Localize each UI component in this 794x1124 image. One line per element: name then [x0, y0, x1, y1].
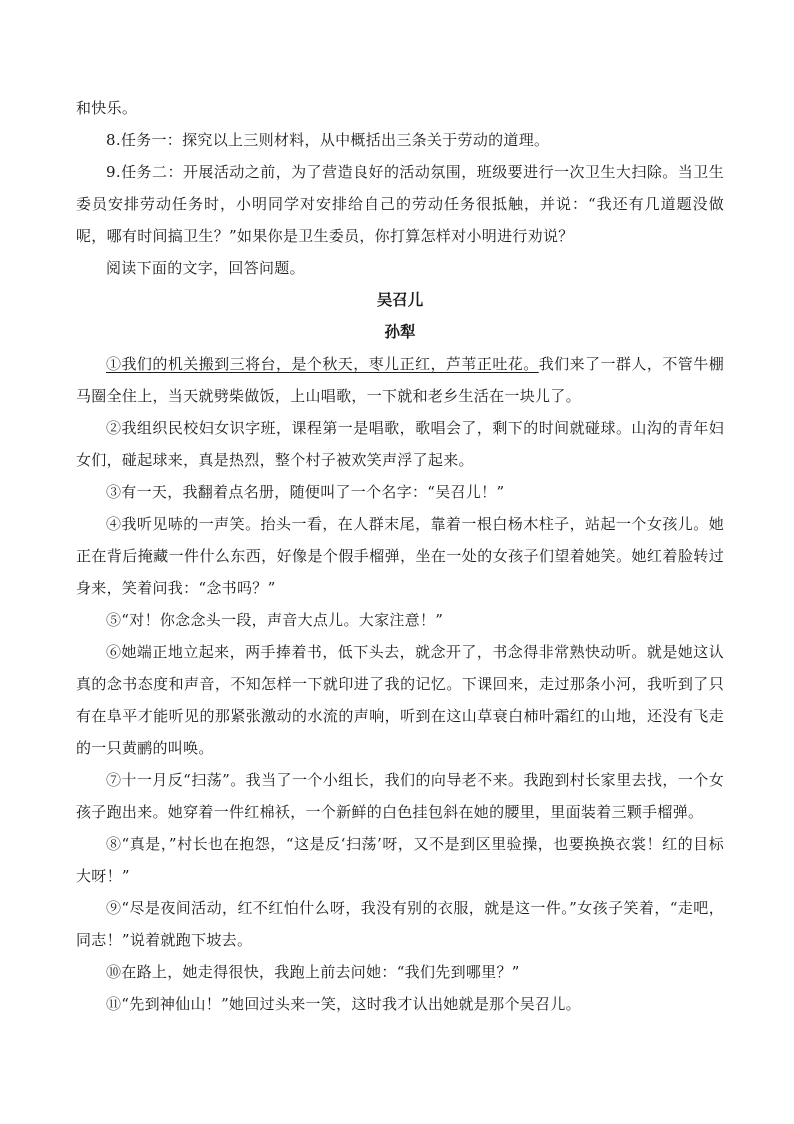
underlined-sentence: ①我们的机关搬到三将台，是个秋天，枣儿正红，芦苇正吐花。 [106, 355, 539, 373]
paragraph-8: ⑧“真是，”村长也在抱怨，“这是反‘扫荡’呀，又不是到区里验操，也要换换衣裳！红的目标大呀！” [76, 835, 724, 885]
paragraph-2: ②我组织民校妇女识字班，课程第一是唱歌，歌唱会了，剩下的时间就碰球。山沟的青年妇女们，碰起球来，真是热烈，整个村子被欢笑声浮了起来。 [76, 419, 724, 469]
paragraph-6: ⑥她端正地立起来，两手捧着书，低下头去，就念开了，书念得非常熟快动听。就是她这认真的念书态度和声音，不知怎样一下就印进了我的记忆。下课回来，走过那条小河，我听到了只有在阜平才能听见的那紧张激动的水流的声响，听到在这山草衰白柿叶霜红的山地，还没有飞走的一只黄鹂的叫唤。 [76, 643, 724, 757]
article-title: 吴召儿 [376, 291, 424, 309]
article-author: 孙犁 [384, 323, 416, 341]
paragraph-4: ④我听见哧的一声笑。抬头一看，在人群末尾，靠着一根白杨木柱子，站起一个女孩儿。她正在背后掩藏一件什么东西，好像是个假手榴弹，坐在一处的女孩子们望着她笑。她红着脸转过身来，笑着问我：“念书吗？” [76, 515, 724, 597]
paragraph-1-rest: 我们来了一群人，不管牛棚马圈全住上，当天就劈柴做饭，上山唱歌，一下就和老乡生活在一块儿了。 [76, 355, 724, 405]
intro-continuation: 和快乐。 [76, 99, 138, 117]
paragraph-7: ⑦十一月反“扫荡”。我当了一个小组长，我们的向导老不来。我跑到村长家里去找，一个女孩子跑出来。她穿着一件红棉袄，一个新鲜的白色挂包斜在她的腰里，里面装着三颗手榴弹。 [76, 771, 724, 821]
task-9: 9.任务二：开展活动之前，为了营造良好的活动氛围，班级要进行一次卫生大扫除。当卫生委员安排劳动任务时，小明同学对安排给自己的劳动任务很抵触，并说：“我还有几道题没做呢，哪有时间搞卫生？”如果你是卫生委员，你打算怎样对小明进行劝说？ [76, 163, 724, 245]
paragraph-11: ⑪“先到神仙山！”她回过头来一笑，这时我才认出她就是那个吴召儿。 [106, 995, 581, 1013]
paragraph-1 [76, 348, 724, 412]
reading-instruction: 阅读下面的文字，回答问题。 [106, 259, 305, 277]
task-8: 8.任务一：探究以上三则材料，从中概括出三条关于劳动的道理。 [106, 131, 550, 149]
document-body [76, 92, 724, 1020]
paragraph-3: ③有一天，我翻着点名册，随便叫了一个名字：“吴召儿！” [106, 483, 505, 501]
paragraph-9: ⑨“尽是夜间活动，红不红怕什么呀，我没有别的衣服，就是这一件。”女孩子笑着，“走吧，同志！”说着就跑下坡去。 [76, 899, 724, 949]
paragraph-10: ⑩在路上，她走得很快，我跑上前去问她：“我们先到哪里？” [106, 963, 520, 981]
paragraph-5: ⑤“对！你念念头一段，声音大点儿。大家注意！” [106, 611, 444, 629]
